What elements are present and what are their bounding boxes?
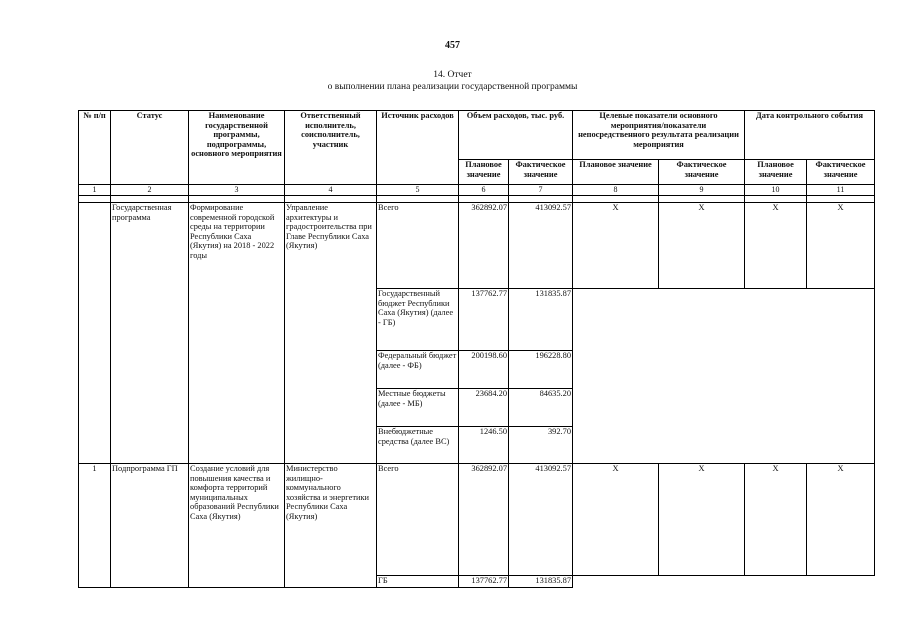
subheader-date-planned: Плановое значение — [745, 160, 807, 185]
row-source: Всего — [377, 203, 459, 289]
row-source: Местные бюджеты (далее - МБ) — [377, 389, 459, 427]
row-num: 1 — [79, 464, 111, 588]
page-number: 457 — [445, 40, 460, 51]
row-actual-expense: 131835.87 — [509, 289, 573, 351]
column-number: 4 — [285, 185, 377, 196]
header-targets: Целевые показатели основного мероприятия/показатели непосредственного результата реализации мероприятия — [573, 111, 745, 160]
row-source: Федеральный бюджет (далее - ФБ) — [377, 351, 459, 389]
row-name: Создание условий для повышения качества и комфорта территорий муниципальных образований Республики Саха (Якутия) — [189, 464, 285, 588]
header-control-date: Дата контрольного события — [745, 111, 875, 160]
row-actual-expense: 413092.57 — [509, 464, 573, 576]
row-planned-expense: 200198.60 — [459, 351, 509, 389]
row-responsible: Управление архитектуры и градостроительства при Главе Республики Саха (Якутия) — [285, 203, 377, 464]
table-row — [79, 464, 875, 576]
row-target-planned: X — [573, 203, 659, 289]
subheader-date-actual: Фактическое значение — [807, 160, 875, 185]
header-row — [79, 111, 875, 160]
header-source: Источник расходов — [377, 111, 459, 185]
row-source: Государственный бюджет Республики Саха (Якутия) (далее - ГБ) — [377, 289, 459, 351]
column-number: 3 — [189, 185, 285, 196]
column-number: 5 — [377, 185, 459, 196]
report-table — [78, 110, 875, 588]
column-number: 1 — [79, 185, 111, 196]
row-source: Всего — [377, 464, 459, 576]
header-name: Наименование государственной программы, подпрограммы, основного мероприятия — [189, 111, 285, 185]
row-source: ГБ — [377, 576, 459, 588]
row-target-actual: X — [659, 203, 745, 289]
subheader-targets-actual: Фактическое значение — [659, 160, 745, 185]
column-number: 10 — [745, 185, 807, 196]
column-number: 6 — [459, 185, 509, 196]
row-status: Государственная программа — [111, 203, 189, 464]
header-status: Статус — [111, 111, 189, 185]
row-planned-expense: 362892.07 — [459, 203, 509, 289]
table-row — [79, 203, 875, 289]
report-title-line-1: 14. Отчет — [433, 70, 472, 80]
row-status: Подпрограмма ГП — [111, 464, 189, 588]
header-expenses: Объем расходов, тыс. руб. — [459, 111, 573, 160]
row-blank-cell — [573, 289, 875, 464]
subheader-expenses-actual: Фактическое значение — [509, 160, 573, 185]
column-number: 7 — [509, 185, 573, 196]
header-responsible: Ответственный исполнитель, соисполнитель, участник — [285, 111, 377, 185]
row-planned-expense: 362892.07 — [459, 464, 509, 576]
subheader-expenses-planned: Плановое значение — [459, 160, 509, 185]
row-responsible: Министерство жилищно-коммунального хозяйства и энергетики Республики Саха (Якутия) — [285, 464, 377, 588]
row-actual-expense: 131835.87 — [509, 576, 573, 588]
row-date-planned: X — [745, 464, 807, 576]
report-title — [0, 69, 905, 93]
row-date-actual: X — [807, 203, 875, 289]
row-date-planned: X — [745, 203, 807, 289]
row-actual-expense: 392.70 — [509, 427, 573, 464]
row-planned-expense: 23684.20 — [459, 389, 509, 427]
row-target-actual: X — [659, 464, 745, 576]
column-number: 9 — [659, 185, 745, 196]
row-actual-expense: 196228.80 — [509, 351, 573, 389]
row-actual-expense: 413092.57 — [509, 203, 573, 289]
subheader-targets-planned: Плановое значение — [573, 160, 659, 185]
row-actual-expense: 84635.20 — [509, 389, 573, 427]
report-title-line-2: о выполнении плана реализации государственной программы — [327, 82, 578, 92]
row-name: Формирование современной городской среды на территории Республики Саха (Якутия) на 2018 - 2022 годы — [189, 203, 285, 464]
row-planned-expense: 1246.50 — [459, 427, 509, 464]
column-number: 2 — [111, 185, 189, 196]
header-num: № п/п — [79, 111, 111, 185]
row-source: Внебюджетные средства (далее ВС) — [377, 427, 459, 464]
column-number-row — [79, 185, 875, 196]
column-number: 11 — [807, 185, 875, 196]
row-planned-expense: 137762.77 — [459, 576, 509, 588]
column-number: 8 — [573, 185, 659, 196]
row-date-actual: X — [807, 464, 875, 576]
row-planned-expense: 137762.77 — [459, 289, 509, 351]
spacer-row — [79, 196, 875, 203]
row-num — [79, 203, 111, 464]
row-target-planned: X — [573, 464, 659, 576]
